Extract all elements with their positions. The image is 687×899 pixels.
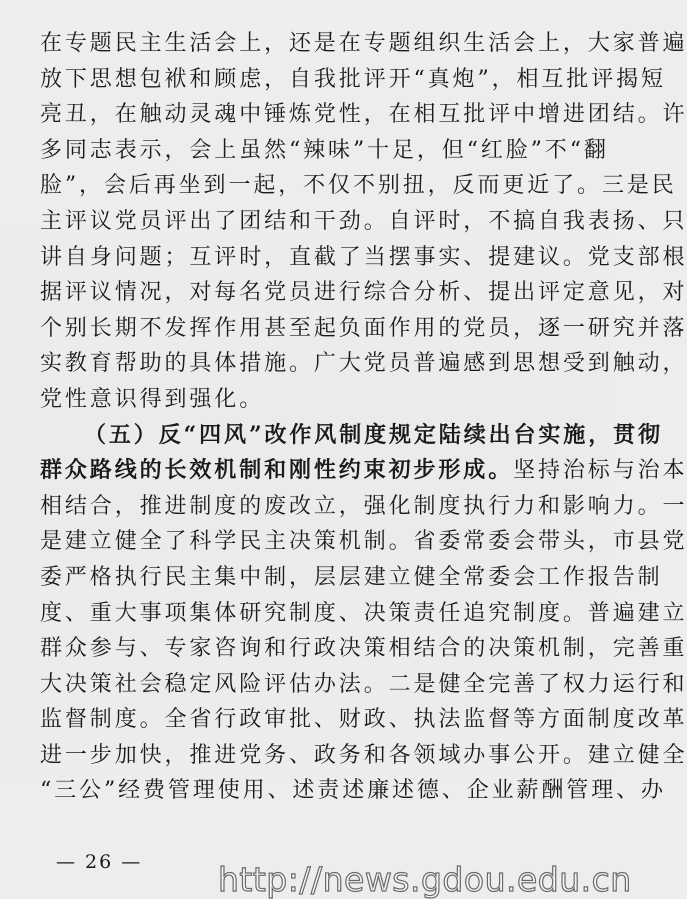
text-line: 实教育帮助的具体措施。广大党员普遍感到思想受到触动， xyxy=(40,351,687,377)
text-line: 主评议党员评出了团结和干劲。自评时，不搞自我表扬、只 xyxy=(40,208,687,234)
text-line: 脸”，会后再坐到一起，不仅不别扭，反而更近了。三是民 xyxy=(40,173,677,199)
text-line: 是建立健全了科学民主决策机制。省委常委会带头，市县党 xyxy=(40,529,687,555)
text-line: 度、重大事项集体研究制度、决策责任追究制度。普遍建立 xyxy=(40,600,687,626)
text-line: 个别长期不发挥作用甚至起负面作用的党员，逐一研究并落 xyxy=(40,315,687,341)
text-line: 讲自身问题；互评时，直截了当摆事实、提建议。党支部根 xyxy=(40,244,687,270)
text-line: 大决策社会稳定风险评估办法。二是健全完善了权力运行和 xyxy=(40,671,687,697)
text-line: 多同志表示，会上虽然“辣味”十足，但“红脸”不“翻 xyxy=(40,137,609,163)
text-line: “三公”经费管理使用、述责述廉述德、企业薪酬管理、办 xyxy=(40,778,666,804)
text-line: 进一步加快，推进党务、政务和各领域办事公开。建立健全 xyxy=(40,742,687,768)
text-line: 党性意识得到强化。 xyxy=(40,386,265,412)
text-line: 群众参与、专家咨询和行政决策相结合的决策机制，完善重 xyxy=(40,636,687,662)
section-text-start: 坚持治标与治本 xyxy=(513,458,687,484)
watermark-url: http://news.gdou.edu.cn xyxy=(218,860,632,899)
text-line: 放下思想包袱和顾虑，自我批评开“真炮”，相互批评揭短 xyxy=(40,66,666,92)
text-line: 监督制度。全省行政审批、财政、执法监督等方面制度改革 xyxy=(40,707,687,733)
body-text xyxy=(40,26,687,809)
text-line: 委严格执行民主集中制，层层建立健全常委会工作报告制 xyxy=(40,564,663,590)
section-heading-tail: 群众路线的长效机制和刚性约束初步形成。 xyxy=(40,457,514,484)
text-line: 相结合，推进制度的废改立，强化制度执行力和影响力。一 xyxy=(40,493,687,519)
text-line: 在专题民主生活会上，还是在专题组织生活会上，大家普遍 xyxy=(40,31,687,56)
page-number: — 26 — xyxy=(56,851,143,873)
text-line: 亮丑，在触动灵魂中锤炼党性，在相互批评中增进团结。许 xyxy=(40,102,687,128)
section-heading-continued xyxy=(40,453,687,489)
text-line: 据评议情况，对每名党员进行综合分析、提出评定意见，对 xyxy=(40,280,687,306)
section-heading: （五）反“四风”改作风制度规定陆续出台实施，贯彻 xyxy=(84,421,663,448)
